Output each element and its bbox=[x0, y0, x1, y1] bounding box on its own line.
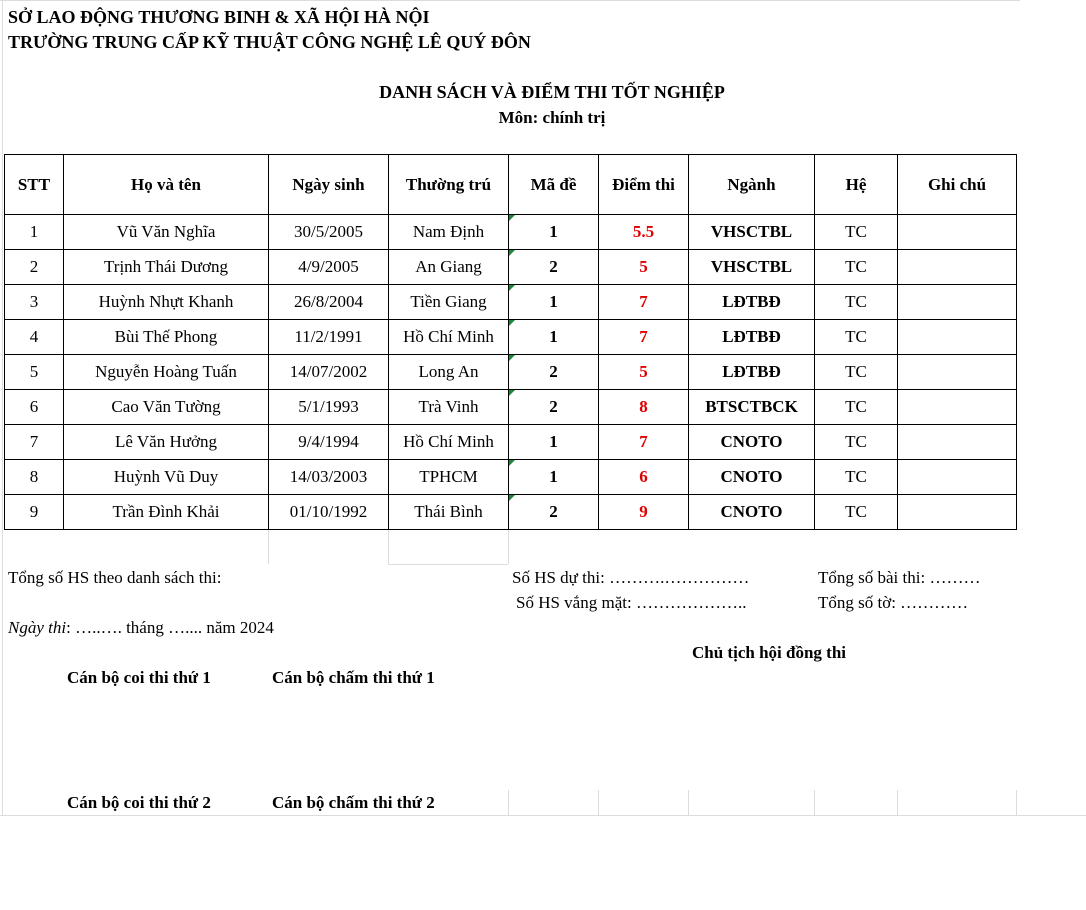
cell-stt: 7 bbox=[5, 425, 64, 460]
column-header-stt: STT bbox=[5, 155, 64, 215]
cell-level: TC bbox=[815, 460, 898, 495]
cell-stt: 4 bbox=[5, 320, 64, 355]
exam-date-label: Ngày thi bbox=[8, 618, 67, 637]
cell-code bbox=[509, 320, 599, 355]
table-row bbox=[5, 355, 1017, 390]
present-count: Số HS dự thi: ……….…………… bbox=[512, 568, 750, 587]
comment-marker-icon bbox=[509, 285, 515, 291]
cell-level: TC bbox=[815, 285, 898, 320]
cell-note bbox=[898, 285, 1017, 320]
cell-note bbox=[898, 460, 1017, 495]
cell-level: TC bbox=[815, 355, 898, 390]
table-row bbox=[5, 215, 1017, 250]
cell-dob: 26/8/2004 bbox=[269, 285, 389, 320]
cell-dob: 14/03/2003 bbox=[269, 460, 389, 495]
cell-dob: 14/07/2002 bbox=[269, 355, 389, 390]
chair-signature-label: Chủ tịch hội đồng thi bbox=[692, 643, 846, 662]
cell-name: Bùi Thế Phong bbox=[64, 320, 269, 355]
cell-score: 7 bbox=[599, 285, 689, 320]
cell-score: 5 bbox=[599, 355, 689, 390]
column-header-note: Ghi chú bbox=[898, 155, 1017, 215]
cell-note bbox=[898, 215, 1017, 250]
cell-stt: 8 bbox=[5, 460, 64, 495]
exam-date-value: : …..…. tháng ….... năm 2024 bbox=[66, 618, 274, 637]
cell-residence: Hồ Chí Minh bbox=[389, 320, 509, 355]
cell-dob: 30/5/2005 bbox=[269, 215, 389, 250]
cell-name: Vũ Văn Nghĩa bbox=[64, 215, 269, 250]
grid-line bbox=[268, 530, 269, 564]
cell-score: 5 bbox=[599, 250, 689, 285]
grid-line bbox=[598, 790, 599, 816]
cell-note bbox=[898, 355, 1017, 390]
cell-residence: TPHCM bbox=[389, 460, 509, 495]
cell-code-value: 1 bbox=[549, 327, 558, 346]
grid-line bbox=[688, 790, 689, 816]
cell-code-value: 1 bbox=[549, 292, 558, 311]
cell-code bbox=[509, 425, 599, 460]
cell-name: Nguyễn Hoàng Tuấn bbox=[64, 355, 269, 390]
cell-major: CNOTO bbox=[689, 495, 815, 530]
total-papers: Tổng số bài thi: ……… bbox=[818, 568, 981, 587]
table-row bbox=[5, 285, 1017, 320]
org-line-2: TRƯỜNG TRUNG CẤP KỸ THUẬT CÔNG NGHỆ LÊ QUÝ ĐÔN bbox=[8, 32, 531, 52]
total-listed-label: Tổng số HS theo danh sách thi: bbox=[8, 568, 222, 587]
table-row bbox=[5, 425, 1017, 460]
grid-line bbox=[897, 790, 898, 816]
grid-line bbox=[508, 790, 509, 816]
column-header-residence: Thường trú bbox=[389, 155, 509, 215]
cell-dob: 9/4/1994 bbox=[269, 425, 389, 460]
exam-date bbox=[8, 618, 274, 638]
grid-line bbox=[2, 0, 3, 816]
cell-major: BTSCTBCK bbox=[689, 390, 815, 425]
cell-dob: 5/1/1993 bbox=[269, 390, 389, 425]
cell-code bbox=[509, 390, 599, 425]
cell-name: Huỳnh Vũ Duy bbox=[64, 460, 269, 495]
cell-residence: Tiền Giang bbox=[389, 285, 509, 320]
cell-stt: 9 bbox=[5, 495, 64, 530]
cell-code-value: 2 bbox=[549, 257, 558, 276]
grid-line bbox=[508, 530, 509, 564]
cell-note bbox=[898, 495, 1017, 530]
column-header-major: Ngành bbox=[689, 155, 815, 215]
cell-level: TC bbox=[815, 495, 898, 530]
document-title: DANH SÁCH VÀ ĐIỂM THI TỐT NGHIỆP bbox=[379, 82, 725, 102]
grid-line bbox=[388, 564, 508, 565]
cell-stt: 1 bbox=[5, 215, 64, 250]
table-row bbox=[5, 390, 1017, 425]
cell-level: TC bbox=[815, 250, 898, 285]
total-sheets: Tổng số tờ: ………… bbox=[818, 593, 969, 612]
cell-note bbox=[898, 390, 1017, 425]
cell-score: 7 bbox=[599, 425, 689, 460]
proctor-2-label: Cán bộ coi thi thứ 2 bbox=[67, 793, 211, 812]
cell-major: LĐTBĐ bbox=[689, 285, 815, 320]
subject-line: Môn: chính trị bbox=[498, 108, 606, 127]
column-header-dob: Ngày sinh bbox=[269, 155, 389, 215]
comment-marker-icon bbox=[509, 495, 515, 501]
cell-score: 7 bbox=[599, 320, 689, 355]
cell-name: Trịnh Thái Dương bbox=[64, 250, 269, 285]
comment-marker-icon bbox=[509, 320, 515, 326]
cell-code-value: 2 bbox=[549, 397, 558, 416]
cell-stt: 3 bbox=[5, 285, 64, 320]
cell-note bbox=[898, 425, 1017, 460]
exam-results-table bbox=[4, 154, 1017, 530]
cell-code-value: 1 bbox=[549, 467, 558, 486]
proctor-1-label: Cán bộ coi thi thứ 1 bbox=[67, 668, 211, 687]
cell-score: 8 bbox=[599, 390, 689, 425]
cell-major: CNOTO bbox=[689, 425, 815, 460]
cell-level: TC bbox=[815, 320, 898, 355]
cell-stt: 5 bbox=[5, 355, 64, 390]
cell-residence: An Giang bbox=[389, 250, 509, 285]
cell-code bbox=[509, 250, 599, 285]
table-header-row bbox=[5, 155, 1017, 215]
column-header-level: Hệ bbox=[815, 155, 898, 215]
cell-code bbox=[509, 460, 599, 495]
grid-line bbox=[1016, 790, 1017, 816]
cell-residence: Nam Định bbox=[389, 215, 509, 250]
cell-name: Trần Đình Khải bbox=[64, 495, 269, 530]
cell-major: LĐTBĐ bbox=[689, 355, 815, 390]
comment-marker-icon bbox=[509, 250, 515, 256]
cell-level: TC bbox=[815, 390, 898, 425]
cell-name: Huỳnh Nhựt Khanh bbox=[64, 285, 269, 320]
cell-dob: 4/9/2005 bbox=[269, 250, 389, 285]
comment-marker-icon bbox=[509, 460, 515, 466]
cell-level: TC bbox=[815, 425, 898, 460]
column-header-code: Mã đề bbox=[509, 155, 599, 215]
table-row bbox=[5, 250, 1017, 285]
grid-line bbox=[0, 815, 1086, 816]
absent-count: Số HS vắng mặt: ……………….. bbox=[516, 593, 747, 612]
cell-code bbox=[509, 495, 599, 530]
cell-code-value: 1 bbox=[549, 222, 558, 241]
cell-score: 5.5 bbox=[599, 215, 689, 250]
grader-2-label: Cán bộ chấm thi thứ 2 bbox=[272, 793, 435, 812]
cell-major: LĐTBĐ bbox=[689, 320, 815, 355]
cell-residence: Hồ Chí Minh bbox=[389, 425, 509, 460]
cell-residence: Thái Bình bbox=[389, 495, 509, 530]
cell-major: VHSCTBL bbox=[689, 250, 815, 285]
cell-note bbox=[898, 320, 1017, 355]
cell-code-value: 2 bbox=[549, 502, 558, 521]
cell-score: 6 bbox=[599, 460, 689, 495]
cell-name: Lê Văn Hưởng bbox=[64, 425, 269, 460]
cell-level: TC bbox=[815, 215, 898, 250]
cell-code bbox=[509, 355, 599, 390]
table-row bbox=[5, 320, 1017, 355]
grid-line bbox=[0, 0, 1020, 1]
comment-marker-icon bbox=[509, 355, 515, 361]
cell-code-value: 1 bbox=[549, 432, 558, 451]
table-row bbox=[5, 460, 1017, 495]
grid-line bbox=[814, 790, 815, 816]
comment-marker-icon bbox=[509, 390, 515, 396]
table-row bbox=[5, 495, 1017, 530]
cell-dob: 11/2/1991 bbox=[269, 320, 389, 355]
column-header-score: Điểm thi bbox=[599, 155, 689, 215]
cell-residence: Long An bbox=[389, 355, 509, 390]
org-line-1: SỞ LAO ĐỘNG THƯƠNG BINH & XÃ HỘI HÀ NỘI bbox=[8, 7, 430, 27]
grid-line bbox=[388, 530, 389, 564]
cell-stt: 2 bbox=[5, 250, 64, 285]
cell-code bbox=[509, 285, 599, 320]
cell-score: 9 bbox=[599, 495, 689, 530]
cell-code bbox=[509, 215, 599, 250]
grader-1-label: Cán bộ chấm thi thứ 1 bbox=[272, 668, 435, 687]
cell-name: Cao Văn Tường bbox=[64, 390, 269, 425]
cell-code-value: 2 bbox=[549, 362, 558, 381]
column-header-name: Họ và tên bbox=[64, 155, 269, 215]
cell-major: VHSCTBL bbox=[689, 215, 815, 250]
cell-dob: 01/10/1992 bbox=[269, 495, 389, 530]
cell-note bbox=[898, 250, 1017, 285]
comment-marker-icon bbox=[509, 215, 515, 221]
cell-residence: Trà Vinh bbox=[389, 390, 509, 425]
cell-stt: 6 bbox=[5, 390, 64, 425]
cell-major: CNOTO bbox=[689, 460, 815, 495]
